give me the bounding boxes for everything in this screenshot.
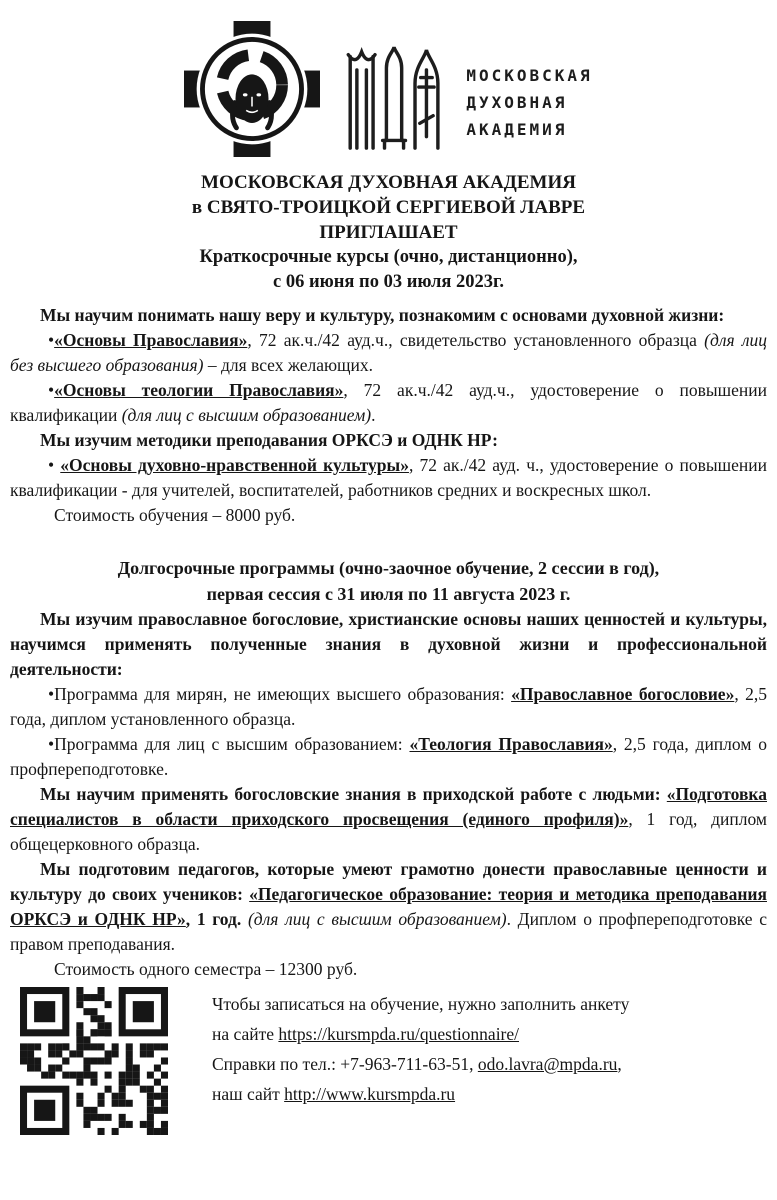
program-lead: Программа для мирян, не имеющих высшего образования: bbox=[54, 684, 512, 704]
title-block bbox=[10, 170, 767, 295]
academy-name-line: ДУХОВНАЯ bbox=[466, 92, 568, 112]
long-programs-heading bbox=[10, 555, 767, 607]
christ-pantocrator-cross-emblem-icon bbox=[184, 21, 320, 157]
bullet: • bbox=[48, 455, 61, 475]
contact-line-2 bbox=[212, 1019, 629, 1049]
program-lead: Мы подготовим педагогов, которые умеют грамотно донести православные ценности и культуру до своих учеников: bbox=[10, 859, 767, 904]
program-tail: , 2,5 года, диплом установленного образца. bbox=[10, 684, 768, 729]
program-title: «Подготовка специалистов в области приходского просвещения (единого профиля)» bbox=[10, 784, 767, 829]
course-item-osnovy-teologii bbox=[10, 378, 767, 428]
title-line-1: МОСКОВСКАЯ ДУХОВНАЯ АКАДЕМИЯ bbox=[201, 172, 576, 193]
academy-name-line: МОСКОВСКАЯ bbox=[466, 65, 593, 85]
qr-code-icon bbox=[20, 987, 168, 1135]
title-line-5: с 06 июня по 03 июля 2023г. bbox=[273, 272, 504, 292]
long-programs-price: Стоимость одного семестра – 12300 руб. bbox=[54, 959, 358, 979]
program-lead: Мы научим применять богословские знания в приходской работе с людьми: bbox=[40, 784, 667, 804]
email-link[interactable]: odo.lavra@mpda.ru bbox=[477, 1054, 618, 1074]
course-title: «Основы теологии Православия» bbox=[54, 380, 344, 400]
course-details: , 72 ак.ч./42 ауд.ч., удостоверение о повышении квалификации bbox=[10, 380, 767, 425]
mda-towers-monogram-icon bbox=[342, 28, 448, 150]
course-title: «Основы Православия» bbox=[54, 330, 248, 350]
program-tail: , 2,5 года, диплом о профпереподготовке. bbox=[10, 734, 767, 779]
academy-name-text bbox=[466, 62, 592, 143]
program-item-bogoslovie bbox=[10, 682, 767, 732]
short-courses-price: Стоимость обучения – 8000 руб. bbox=[54, 505, 296, 525]
contact-line-1: Чтобы записаться на обучение, нужно заполнить анкету bbox=[212, 994, 630, 1014]
course-item-dnk bbox=[10, 453, 767, 503]
short-courses-intro: Мы научим понимать нашу веру и культуру, познакомим с основами духовной жизни: bbox=[40, 305, 725, 325]
site-link[interactable]: http://www.kursmpda.ru bbox=[284, 1084, 456, 1104]
course-title: «Основы духовно-нравственной культуры» bbox=[60, 455, 409, 475]
contact-lead: на сайте bbox=[212, 1024, 279, 1044]
title-line-2: в СВЯТО-ТРОИЦКОЙ СЕРГИЕВОЙ ЛАВРЕ bbox=[191, 197, 586, 218]
academy-name-line: АКАДЕМИЯ bbox=[466, 119, 568, 139]
bullet: • bbox=[48, 330, 55, 350]
program-title: «Теология Православия» bbox=[409, 734, 613, 754]
header-logos bbox=[10, 20, 767, 158]
long-programs-intro: Мы изучим православное богословие, христианские основы наших ценностей и культуры, научимся применять полученные знания в духовной жизни и профессиональной деятельности: bbox=[10, 609, 767, 679]
contact-section bbox=[10, 987, 767, 1135]
phone-text: Справки по тел.: +7-963-711-63-51, bbox=[212, 1054, 478, 1074]
course-note: (для лиц с высшим образованием) bbox=[121, 405, 372, 425]
long-heading-line-1: Долгосрочные программы (очно-заочное обучение, 2 сессии в год), bbox=[117, 558, 660, 578]
contact-line-4 bbox=[212, 1079, 629, 1109]
bullet: • bbox=[48, 734, 55, 754]
course-tail: – для всех желающих. bbox=[203, 355, 374, 375]
contact-line-3 bbox=[212, 1049, 629, 1079]
program-item-pedagogy bbox=[10, 857, 767, 957]
short-courses-section bbox=[10, 303, 767, 528]
methods-intro: Мы изучим методики преподавания ОРКСЭ и ОДНК НР: bbox=[40, 430, 498, 450]
bullet: • bbox=[48, 380, 55, 400]
contact-tail: , bbox=[617, 1054, 622, 1074]
contact-text bbox=[212, 987, 629, 1109]
mda-logo bbox=[342, 28, 592, 150]
program-tail: . Диплом о профпереподготовке с правом преподавания. bbox=[10, 909, 768, 954]
bullet: • bbox=[48, 684, 55, 704]
course-tail: . bbox=[371, 405, 376, 425]
long-heading-line-2: первая сессия с 31 июля по 11 августа 2023 г. bbox=[206, 584, 571, 604]
program-tail: , 1 год, диплом общецерковного образца. bbox=[10, 809, 768, 854]
course-details: , 72 ак.ч./42 ауд.ч., свидетельство установленного образца bbox=[247, 330, 705, 350]
program-title: «Педагогическое образование: теория и методика преподавания ОРКСЭ и ОДНК НР» bbox=[10, 884, 767, 929]
title-line-4: Краткосрочные курсы (очно, дистанционно), bbox=[199, 247, 578, 267]
course-tail: , 72 ак./42 ауд. ч., удостоверение о повышении квалификации - для учителей, воспитателей, работников средних и воскресных школ. bbox=[10, 455, 768, 500]
long-programs-section bbox=[10, 607, 767, 982]
course-item-osnovy-pravoslaviya bbox=[10, 328, 767, 378]
program-item-parish bbox=[10, 782, 767, 857]
questionnaire-link[interactable]: https://kursmpda.ru/questionnaire/ bbox=[278, 1024, 520, 1044]
program-duration: , 1 год. bbox=[185, 909, 248, 929]
contact-lead: наш сайт bbox=[212, 1084, 285, 1104]
title-line-3: ПРИГЛАШАЕТ bbox=[319, 222, 458, 243]
program-note: (для лиц с высшим образованием) bbox=[247, 909, 507, 929]
course-note: (для лиц без высшего образования) bbox=[10, 330, 768, 375]
program-lead: Программа для лиц с высшим образованием: bbox=[54, 734, 410, 754]
program-item-teologiya bbox=[10, 732, 767, 782]
program-title: «Православное богословие» bbox=[511, 684, 735, 704]
